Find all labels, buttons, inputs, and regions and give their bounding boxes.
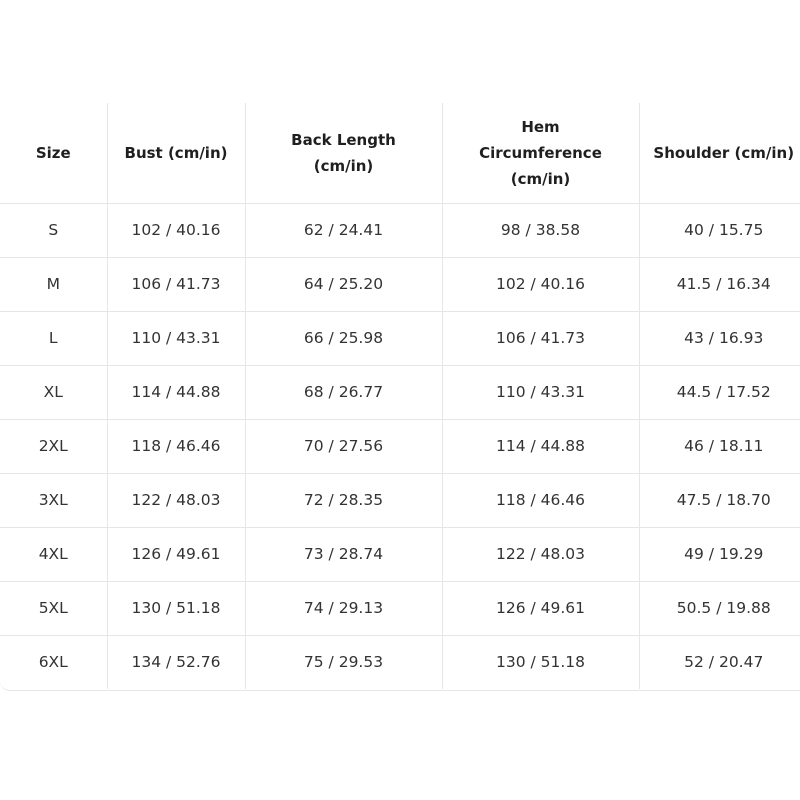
table-row: [0, 365, 800, 419]
cell-hem-circumference: 130 / 51.18: [442, 635, 639, 689]
cell-back-length: 72 / 28.35: [245, 473, 442, 527]
cell-size: M: [0, 257, 107, 311]
cell-size: XL: [0, 365, 107, 419]
cell-size: S: [0, 203, 107, 257]
cell-shoulder: 41.5 / 16.34: [639, 257, 800, 311]
cell-size: 4XL: [0, 527, 107, 581]
cell-shoulder: 44.5 / 17.52: [639, 365, 800, 419]
table-row: [0, 581, 800, 635]
cell-shoulder: 40 / 15.75: [639, 203, 800, 257]
cell-shoulder: 50.5 / 19.88: [639, 581, 800, 635]
cell-back-length: 66 / 25.98: [245, 311, 442, 365]
cell-hem-circumference: 106 / 41.73: [442, 311, 639, 365]
cell-back-length: 73 / 28.74: [245, 527, 442, 581]
header-shoulder: Shoulder (cm/in): [639, 103, 800, 203]
cell-bust: 118 / 46.46: [107, 419, 245, 473]
cell-bust: 106 / 41.73: [107, 257, 245, 311]
table-row: [0, 203, 800, 257]
header-bust: Bust (cm/in): [107, 103, 245, 203]
cell-hem-circumference: 98 / 38.58: [442, 203, 639, 257]
cell-back-length: 68 / 26.77: [245, 365, 442, 419]
cell-back-length: 64 / 25.20: [245, 257, 442, 311]
cell-shoulder: 46 / 18.11: [639, 419, 800, 473]
table-row: [0, 527, 800, 581]
size-chart-table: [0, 103, 800, 689]
table-row: [0, 635, 800, 689]
header-hem-circumference: Hem Circumference (cm/in): [442, 103, 639, 203]
header-size: Size: [0, 103, 107, 203]
cell-size: 6XL: [38, 653, 68, 672]
header-row: [0, 103, 800, 203]
cell-bust: 130 / 51.18: [107, 581, 245, 635]
cell-back-length: 75 / 29.53: [245, 635, 442, 689]
cell-hem-circumference: 102 / 40.16: [442, 257, 639, 311]
cell-size: 2XL: [0, 419, 107, 473]
cell-bust: 110 / 43.31: [107, 311, 245, 365]
table-row: [0, 257, 800, 311]
cell-shoulder: 47.5 / 18.70: [639, 473, 800, 527]
cell-shoulder: 52 / 20.47: [639, 635, 800, 689]
cell-size: 5XL: [0, 581, 107, 635]
cell-size: L: [0, 311, 107, 365]
cell-shoulder: 43 / 16.93: [639, 311, 800, 365]
cell-back-length: 62 / 24.41: [245, 203, 442, 257]
cell-hem-circumference: 122 / 48.03: [442, 527, 639, 581]
cell-bust: 114 / 44.88: [107, 365, 245, 419]
cell-hem-circumference: 110 / 43.31: [442, 365, 639, 419]
cell-bust: 122 / 48.03: [107, 473, 245, 527]
table-row: [0, 419, 800, 473]
cell-size: 3XL: [0, 473, 107, 527]
cell-bust: 126 / 49.61: [107, 527, 245, 581]
table-row: [0, 473, 800, 527]
cell-hem-circumference: 126 / 49.61: [442, 581, 639, 635]
header-back-length: Back Length (cm/in): [245, 103, 442, 203]
cell-bust: 134 / 52.76: [107, 635, 245, 689]
cell-back-length: 70 / 27.56: [245, 419, 442, 473]
cell-back-length: 74 / 29.13: [245, 581, 442, 635]
cell-hem-circumference: 118 / 46.46: [442, 473, 639, 527]
size-chart: [0, 103, 800, 691]
table-row: [0, 311, 800, 365]
cell-bust: 102 / 40.16: [107, 203, 245, 257]
cell-hem-circumference: 114 / 44.88: [442, 419, 639, 473]
cell-shoulder: 49 / 19.29: [639, 527, 800, 581]
